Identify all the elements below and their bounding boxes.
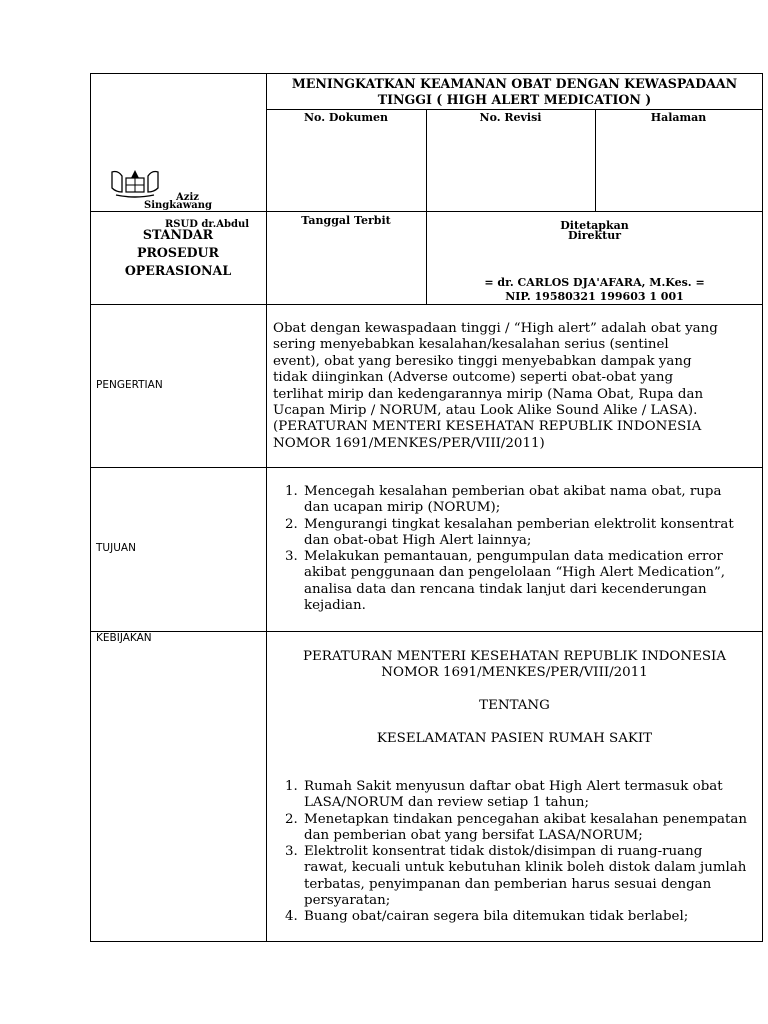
hospital-logo	[108, 168, 162, 198]
tujuan-label: TUJUAN	[96, 542, 136, 554]
title-line-2: TINGGI ( HIGH ALERT MEDICATION )	[377, 92, 652, 107]
subject-heading: KESELAMATAN PASIEN RUMAH SAKIT	[376, 731, 653, 746]
document-title	[266, 76, 763, 108]
pengertian-line: Obat dengan kewaspadaan tinggi / “High alert” adalah obat yang	[273, 321, 718, 336]
direktur-label: Direktur	[567, 229, 621, 242]
tujuan-bottom-border	[90, 631, 763, 632]
sop-line-1: STANDAR	[142, 227, 214, 242]
pengertian-line: NOMOR 1691/MENKES/PER/VIII/2011)	[273, 435, 545, 451]
pengertian-line: terlihat mirip dan kedengarannya mirip (Nama Obat, Rupa dan	[273, 386, 704, 402]
table-bottom-border	[90, 941, 763, 942]
table-left-border	[90, 73, 91, 942]
revisi-halaman-divider	[595, 109, 596, 212]
ditetapkan-block	[426, 221, 763, 241]
list-item: 1. Rumah Sakit menyusun daftar obat High Alert termasuk obat LASA/NORUM dan review setiap 1 tahun;	[302, 779, 750, 812]
pengertian-line: event), obat yang beresiko tinggi menyebabkan dampak yang	[273, 353, 692, 369]
director-nip: NIP. 19580321 199603 1 001	[505, 290, 684, 303]
pengertian-line: sering menyebabkan kesalahan/kesalahan serius (sentinel	[273, 337, 669, 353]
table-top-border	[90, 73, 763, 74]
hospital-emblem-icon	[108, 168, 162, 198]
logo-text-aziz: Aziz	[176, 192, 199, 203]
sop-line-3: OPERASIONAL	[124, 263, 232, 278]
tanggal-terbit-label: Tanggal Terbit	[301, 214, 391, 227]
kebijakan-label: KEBIJAKAN	[96, 632, 152, 644]
list-item: 3. Elektrolit konsentrat tidak distok/disimpan di ruang-ruang rawat, kecuali untuk kebutuhan klinik boleh distok dalam jumlah terbatas, penyimpanan dan pemberian harus sesuai dengan persyaratan;	[302, 844, 750, 909]
tentang-heading: TENTANG	[479, 698, 550, 713]
pengertian-line: Ucapan Mirip / NORUM, atau Look Alike Sound Alike / LASA).	[273, 403, 698, 419]
list-item: 2. Menetapkan tindakan pencegahan akibat kesalahan penempatan dan pemberian obat yang bersifat LASA/NORUM;	[302, 812, 750, 845]
list-item: 2. Mengurangi tingkat kesalahan pemberian elektrolit konsentrat dan obat-obat High Alert lainnya;	[302, 517, 750, 550]
sop-label	[90, 226, 266, 280]
table-right-border	[762, 73, 763, 942]
no-revisi-label: No. Revisi	[479, 111, 542, 124]
list-item: 1. Mencegah kesalahan pemberian obat akibat nama obat, rupa dan ucapan mirip (NORUM);	[302, 484, 750, 517]
regulation-heading	[266, 649, 763, 682]
pengertian-bottom-border	[90, 467, 763, 468]
tujuan-list-container	[272, 484, 750, 614]
regulation-line-1: PERATURAN MENTERI KESEHATAN REPUBLIK INDONESIA	[302, 649, 726, 664]
title-line-1: MENINGKATKAN KEAMANAN OBAT DENGAN KEWASPADAAN	[291, 76, 738, 91]
list-item: 3. Melakukan pemantauan, pengumpulan data medication error akibat penggunaan dan pengelolaan “High Alert Medication”, analisa data dan rencana tindak lanjut dari kecenderungan kejadian.	[302, 549, 750, 614]
pengertian-line: (PERATURAN MENTERI KESEHATAN REPUBLIK INDONESIA	[273, 419, 702, 435]
pengertian-text	[273, 321, 759, 452]
logo-text-rsud: RSUD dr.Abdul	[165, 219, 250, 230]
pengertian-label: PENGERTIAN	[96, 379, 163, 391]
column-divider	[266, 73, 267, 942]
list-item: 4. Buang obat/cairan segera bila ditemukan tidak berlabel;	[302, 909, 750, 925]
pengertian-line: tidak diinginkan (Adverse outcome) seperti obat-obat yang	[273, 370, 674, 386]
ditetapkan-label: Ditetapkan	[560, 219, 629, 232]
tujuan-list	[272, 484, 750, 614]
director-name: = dr. CARLOS DJA'AFARA, M.Kes. =	[484, 276, 705, 289]
regulation-line-2: NOMOR 1691/MENKES/PER/VIII/2011	[381, 665, 648, 681]
halaman-label: Halaman	[650, 111, 707, 124]
kebijakan-list	[272, 779, 750, 926]
no-dokumen-label: No. Dokumen	[304, 111, 388, 124]
sop-line-2: PROSEDUR	[137, 245, 219, 260]
header-title-divider	[266, 109, 763, 110]
kebijakan-list-container	[272, 779, 750, 926]
logo-text-singkawang: Singkawang	[144, 200, 213, 211]
